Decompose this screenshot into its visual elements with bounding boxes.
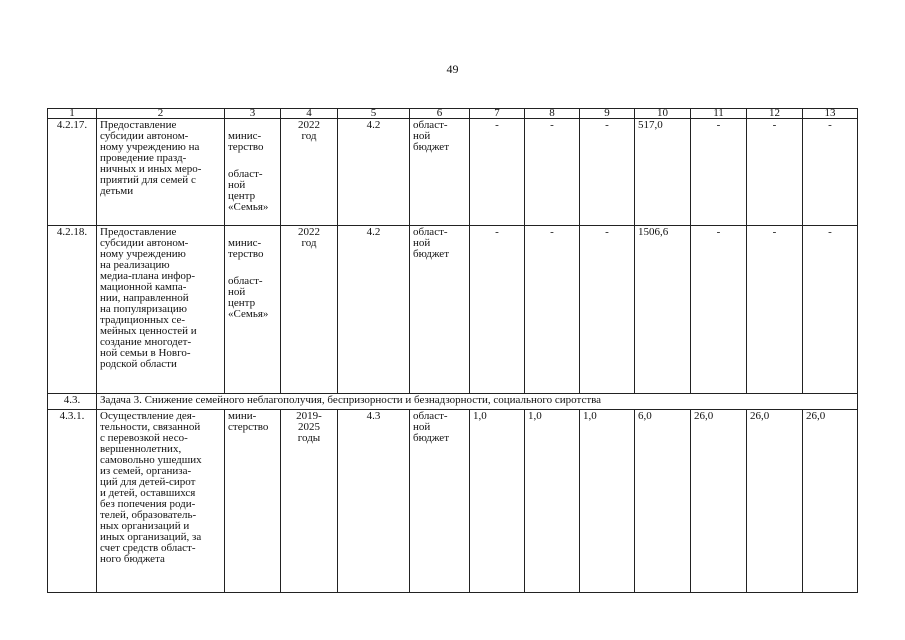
page-number: 49: [446, 62, 459, 76]
row-number: 4.2.17.: [48, 119, 97, 226]
value-cell: -: [803, 119, 858, 226]
value-cell: -: [470, 119, 525, 226]
column-header: 3: [225, 109, 281, 119]
period: 2019- 2025 годы: [281, 410, 338, 593]
value-cell: -: [747, 226, 803, 394]
program-table: [47, 108, 858, 593]
column-header: 5: [338, 109, 410, 119]
table-row: [48, 226, 858, 394]
value-cell: -: [525, 119, 580, 226]
column-header: 10: [635, 109, 691, 119]
table-row: [48, 119, 858, 226]
task-title: Задача 3. Снижение семейного неблагополучия, беспризорности и безнадзорности, социального сиротства: [97, 394, 858, 410]
value-cell: 1,0: [580, 410, 635, 593]
value-cell: 1,0: [525, 410, 580, 593]
value-cell: -: [525, 226, 580, 394]
column-header: 13: [803, 109, 858, 119]
value-cell: -: [747, 119, 803, 226]
value-cell: 26,0: [803, 410, 858, 593]
column-header: 11: [691, 109, 747, 119]
value-cell: -: [470, 226, 525, 394]
value-cell: -: [691, 119, 747, 226]
row-number: 4.3.: [48, 394, 97, 410]
activity-description: Предоставление субсидии автоном- ному учреждению на реализацию медиа-плана инфор- мационной кампа- нии, направленной на популяризацию традиционных се- мейных ценностей и создание многодет- ной семьи в Новго- родской области: [97, 226, 225, 394]
column-header: 7: [470, 109, 525, 119]
executor-primary: минис- терство: [228, 237, 264, 260]
value-cell: 517,0: [635, 119, 691, 226]
value-cell: -: [580, 119, 635, 226]
executor-cell: [225, 226, 281, 394]
column-header: 6: [410, 109, 470, 119]
funding-source: област- ной бюджет: [410, 410, 470, 593]
funding-source: област- ной бюджет: [410, 226, 470, 394]
value-cell: 1506,6: [635, 226, 691, 394]
column-header: 1: [48, 109, 97, 119]
column-header: 9: [580, 109, 635, 119]
period: 2022 год: [281, 119, 338, 226]
value-cell: 26,0: [747, 410, 803, 593]
column-header: 8: [525, 109, 580, 119]
value-cell: 1,0: [470, 410, 525, 593]
row-number: 4.2.18.: [48, 226, 97, 394]
target-indicator: 4.3: [338, 410, 410, 593]
executor-secondary: област- ной центр «Семья»: [228, 275, 269, 320]
period: 2022 год: [281, 226, 338, 394]
target-indicator: 4.2: [338, 119, 410, 226]
table-row: [48, 410, 858, 593]
column-header: 2: [97, 109, 225, 119]
value-cell: -: [691, 226, 747, 394]
executor-secondary: област- ной центр «Семья»: [228, 168, 269, 213]
funding-source: област- ной бюджет: [410, 119, 470, 226]
activity-description: Предоставление субсидии автоном- ному учреждению на проведение празд- ничных и иных меро- приятий для семей с детьми: [97, 119, 225, 226]
executor-cell: [225, 119, 281, 226]
executor-cell: мини- стерство: [225, 410, 281, 593]
task-row: [48, 394, 858, 410]
row-number: 4.3.1.: [48, 410, 97, 593]
executor-primary: минис- терство: [228, 130, 264, 153]
value-cell: 6,0: [635, 410, 691, 593]
activity-description: Осуществление дея- тельности, связанной с перевозкой несо- вершеннолетних, самовольно ушедших из семей, организа- ций для детей-сирот и детей, оставшихся без попечения роди- телей, образователь- ных организаций и иных организаций, за счет средств област- ного бюджета: [97, 410, 225, 593]
column-header: 12: [747, 109, 803, 119]
value-cell: -: [803, 226, 858, 394]
value-cell: -: [580, 226, 635, 394]
column-header: 4: [281, 109, 338, 119]
header-row: [48, 109, 858, 119]
value-cell: 26,0: [691, 410, 747, 593]
target-indicator: 4.2: [338, 226, 410, 394]
